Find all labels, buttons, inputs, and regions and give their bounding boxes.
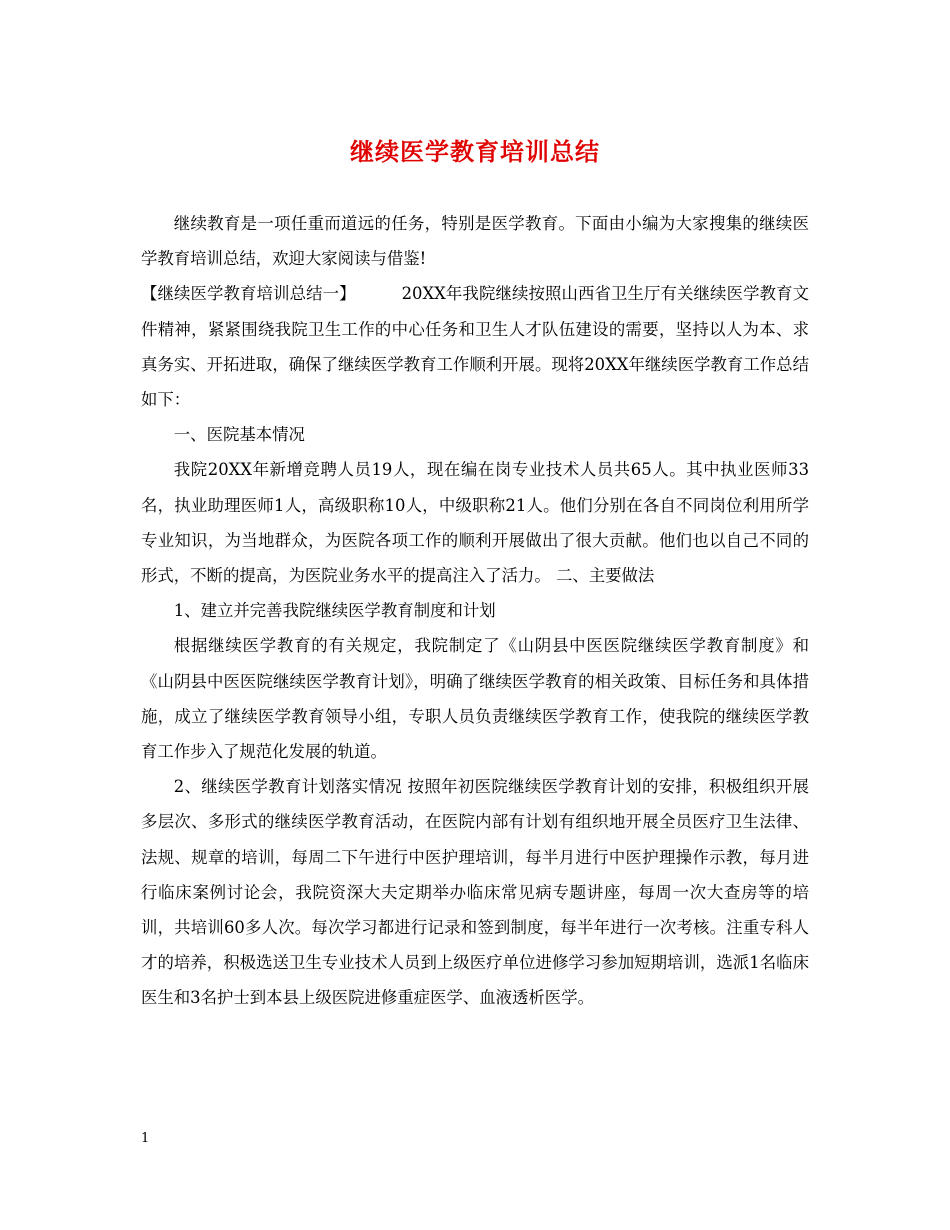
paragraph-basic-info: 我院20XX年新增竞聘人员19人，现在编在岗专业技术人员共65人。其中执业医师33名，执业助理医师1人，高级职称10人，中级职称21人。他们分别在各自不同岗位利用所学专业知识，为当地群众，为医院各项工作的顺利开展做出了很大贡献。他们也以自己不同的形式，不断的提高，为医院业务水平的提高注入了活力。 二、主要做法 bbox=[141, 460, 809, 586]
section-label: 【继续医学教育培训总结一】 bbox=[141, 284, 356, 304]
paragraph-plan-implementation: 2、继续医学教育计划落实情况 按照年初医院继续医学教育计划的安排，积极组织开展多层次、多形式的继续医学教育活动，在医院内部有计划有组织地开展全员医疗卫生法律、法规、规章的培训，每周二下午进行中医护理培训，每半月进行中医护理操作示教，每月进行临床案例讨论会，我院资深大夫定期举办临床常见病专题讲座，每周一次大查房等的培训，共培训60多人次。每次学习都进行记录和签到制度，每半年进行一次考核。注重专科人才的培养，积极选送卫生专业技术人员到上级医疗单位进修学习参加短期培训，选派1名临床医生和3名护士到本县上级医院进修重症医学、血液透析医学。 bbox=[141, 777, 809, 1008]
document-body bbox=[141, 206, 809, 1016]
section-intro-text: 20XX年我院继续按照山西省卫生厅有关继续医学教育文件精神，紧紧围绕我院卫生工作的中心任务和卫生人才队伍建设的需要，坚持以人为本、求真务实、开拓进取，确保了继续医学教育工作顺利开展。现将20XX年继续医学教育工作总结如下： bbox=[141, 284, 809, 410]
section-intro-paragraph bbox=[141, 276, 809, 417]
page-number: 1 bbox=[141, 1131, 150, 1146]
heading-basic-info: 一、医院基本情况 bbox=[173, 425, 305, 445]
document-title: 继续医学教育培训总结 bbox=[350, 137, 600, 166]
heading-system-plan: 1、建立并完善我院继续医学教育制度和计划 bbox=[173, 601, 496, 621]
paragraph-system-plan: 根据继续医学教育的有关规定，我院制定了《山阴县中医医院继续医学教育制度》和《山阴县中医医院继续医学教育计划》，明确了继续医学教育的相关政策、目标任务和具体措施，成立了继续医学教育领导小组，专职人员负责继续医学教育工作，使我院的继续医学教育工作步入了规范化发展的轨道。 bbox=[141, 636, 809, 762]
intro-paragraph: 继续教育是一项任重而道远的任务，特别是医学教育。下面由小编为大家搜集的继续医学教育培训总结，欢迎大家阅读与借鉴! bbox=[141, 214, 809, 269]
